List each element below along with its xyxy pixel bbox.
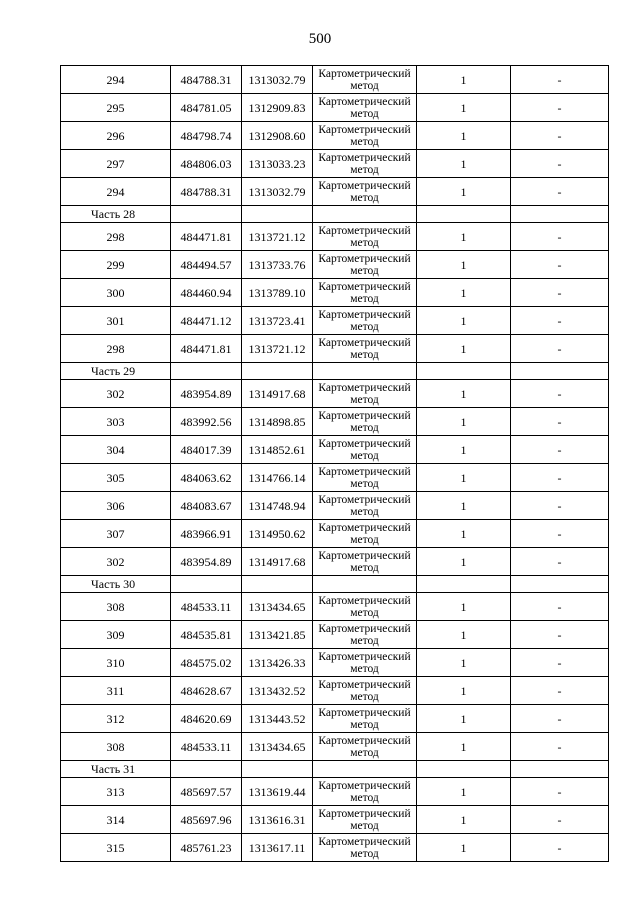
method-line-1: Картометрический	[318, 382, 411, 394]
accuracy-cell: 1	[417, 408, 511, 436]
point-number-cell: 300	[61, 279, 171, 307]
y-coordinate-cell: 1314852.61	[242, 436, 313, 464]
y-coordinate-cell: 1313421.85	[242, 621, 313, 649]
table-row	[61, 436, 609, 464]
accuracy-cell: 1	[417, 705, 511, 733]
y-coordinate-cell: 1313721.12	[242, 335, 313, 363]
description-cell: -	[511, 649, 609, 677]
part-title: Часть 31	[61, 761, 171, 778]
accuracy-cell: 1	[417, 806, 511, 834]
x-coordinate-cell: 484781.05	[171, 94, 242, 122]
method-cell	[313, 408, 417, 436]
method-cell	[313, 492, 417, 520]
method-cell	[313, 436, 417, 464]
accuracy-cell: 1	[417, 520, 511, 548]
method-line-2: метод	[350, 719, 379, 731]
y-coordinate-cell: 1312909.83	[242, 94, 313, 122]
accuracy-cell: 1	[417, 178, 511, 206]
part-title: Часть 28	[61, 206, 171, 223]
table-row	[61, 223, 609, 251]
description-cell: -	[511, 436, 609, 464]
method-line-1: Картометрический	[318, 180, 411, 192]
accuracy-cell: 1	[417, 279, 511, 307]
method-cell	[313, 621, 417, 649]
method-line-2: метод	[350, 349, 379, 361]
method-line-2: метод	[350, 108, 379, 120]
description-cell: -	[511, 733, 609, 761]
method-line-1: Картометрический	[318, 623, 411, 635]
empty-cell	[313, 576, 417, 593]
method-line-1: Картометрический	[318, 438, 411, 450]
method-line-2: метод	[350, 691, 379, 703]
method-line-1: Картометрический	[318, 281, 411, 293]
point-number-cell: 307	[61, 520, 171, 548]
method-cell	[313, 778, 417, 806]
empty-cell	[171, 761, 242, 778]
table-row	[61, 307, 609, 335]
method-line-1: Картометрический	[318, 309, 411, 321]
accuracy-cell: 1	[417, 122, 511, 150]
x-coordinate-cell: 483954.89	[171, 548, 242, 576]
description-cell: -	[511, 150, 609, 178]
method-line-2: метод	[350, 293, 379, 305]
method-line-2: метод	[350, 562, 379, 574]
x-coordinate-cell: 484533.11	[171, 733, 242, 761]
part-title: Часть 30	[61, 576, 171, 593]
y-coordinate-cell: 1314917.68	[242, 548, 313, 576]
table-row	[61, 279, 609, 307]
accuracy-cell: 1	[417, 380, 511, 408]
description-cell: -	[511, 122, 609, 150]
method-cell	[313, 464, 417, 492]
table-row	[61, 834, 609, 862]
description-cell: -	[511, 178, 609, 206]
y-coordinate-cell: 1313619.44	[242, 778, 313, 806]
empty-cell	[313, 206, 417, 223]
point-number-cell: 315	[61, 834, 171, 862]
description-cell: -	[511, 593, 609, 621]
empty-cell	[417, 363, 511, 380]
method-cell	[313, 307, 417, 335]
method-line-2: метод	[350, 136, 379, 148]
method-line-1: Картометрический	[318, 522, 411, 534]
coordinates-table	[60, 65, 609, 862]
accuracy-cell: 1	[417, 778, 511, 806]
point-number-cell: 302	[61, 380, 171, 408]
empty-cell	[242, 576, 313, 593]
method-line-2: метод	[350, 321, 379, 333]
table-row	[61, 492, 609, 520]
method-cell	[313, 251, 417, 279]
description-cell: -	[511, 223, 609, 251]
y-coordinate-cell: 1312908.60	[242, 122, 313, 150]
method-cell	[313, 548, 417, 576]
table-row	[61, 705, 609, 733]
description-cell: -	[511, 677, 609, 705]
coordinates-table-body	[61, 66, 609, 862]
table-row	[61, 380, 609, 408]
x-coordinate-cell: 484788.31	[171, 66, 242, 94]
point-number-cell: 313	[61, 778, 171, 806]
table-row	[61, 464, 609, 492]
method-cell	[313, 66, 417, 94]
table-row	[61, 548, 609, 576]
table-row	[61, 677, 609, 705]
empty-cell	[171, 363, 242, 380]
point-number-cell: 305	[61, 464, 171, 492]
description-cell: -	[511, 806, 609, 834]
x-coordinate-cell: 484460.94	[171, 279, 242, 307]
accuracy-cell: 1	[417, 621, 511, 649]
y-coordinate-cell: 1314917.68	[242, 380, 313, 408]
y-coordinate-cell: 1313434.65	[242, 733, 313, 761]
y-coordinate-cell: 1313434.65	[242, 593, 313, 621]
part-header-row	[61, 206, 609, 223]
accuracy-cell: 1	[417, 464, 511, 492]
empty-cell	[511, 761, 609, 778]
x-coordinate-cell: 484471.81	[171, 223, 242, 251]
method-cell	[313, 122, 417, 150]
y-coordinate-cell: 1313789.10	[242, 279, 313, 307]
accuracy-cell: 1	[417, 66, 511, 94]
table-row	[61, 66, 609, 94]
description-cell: -	[511, 380, 609, 408]
x-coordinate-cell: 484535.81	[171, 621, 242, 649]
method-line-2: метод	[350, 80, 379, 92]
description-cell: -	[511, 408, 609, 436]
method-line-2: метод	[350, 747, 379, 759]
method-line-1: Картометрический	[318, 152, 411, 164]
empty-cell	[417, 206, 511, 223]
table-row	[61, 251, 609, 279]
method-line-2: метод	[350, 422, 379, 434]
method-line-2: метод	[350, 237, 379, 249]
description-cell: -	[511, 621, 609, 649]
method-cell	[313, 520, 417, 548]
table-row	[61, 778, 609, 806]
accuracy-cell: 1	[417, 335, 511, 363]
accuracy-cell: 1	[417, 94, 511, 122]
accuracy-cell: 1	[417, 677, 511, 705]
method-line-1: Картометрический	[318, 550, 411, 562]
description-cell: -	[511, 778, 609, 806]
y-coordinate-cell: 1314950.62	[242, 520, 313, 548]
y-coordinate-cell: 1313733.76	[242, 251, 313, 279]
table-row	[61, 408, 609, 436]
method-line-1: Картометрический	[318, 124, 411, 136]
description-cell: -	[511, 834, 609, 862]
method-cell	[313, 150, 417, 178]
point-number-cell: 302	[61, 548, 171, 576]
method-line-2: метод	[350, 265, 379, 277]
method-line-1: Картометрический	[318, 735, 411, 747]
point-number-cell: 312	[61, 705, 171, 733]
y-coordinate-cell: 1313032.79	[242, 178, 313, 206]
method-cell	[313, 178, 417, 206]
y-coordinate-cell: 1313032.79	[242, 66, 313, 94]
table-row	[61, 150, 609, 178]
method-line-2: метод	[350, 164, 379, 176]
method-line-1: Картометрический	[318, 707, 411, 719]
method-line-1: Картометрический	[318, 494, 411, 506]
description-cell: -	[511, 66, 609, 94]
description-cell: -	[511, 307, 609, 335]
method-line-1: Картометрический	[318, 679, 411, 691]
method-line-2: метод	[350, 848, 379, 860]
method-line-2: метод	[350, 820, 379, 832]
method-line-2: метод	[350, 506, 379, 518]
point-number-cell: 310	[61, 649, 171, 677]
x-coordinate-cell: 484471.81	[171, 335, 242, 363]
x-coordinate-cell: 483992.56	[171, 408, 242, 436]
empty-cell	[171, 576, 242, 593]
method-line-1: Картометрический	[318, 337, 411, 349]
empty-cell	[242, 363, 313, 380]
accuracy-cell: 1	[417, 492, 511, 520]
accuracy-cell: 1	[417, 307, 511, 335]
part-header-row	[61, 761, 609, 778]
method-cell	[313, 649, 417, 677]
table-row	[61, 733, 609, 761]
point-number-cell: 295	[61, 94, 171, 122]
point-number-cell: 294	[61, 66, 171, 94]
empty-cell	[417, 761, 511, 778]
method-cell	[313, 677, 417, 705]
description-cell: -	[511, 335, 609, 363]
method-line-2: метод	[350, 663, 379, 675]
y-coordinate-cell: 1314766.14	[242, 464, 313, 492]
part-header-row	[61, 363, 609, 380]
point-number-cell: 297	[61, 150, 171, 178]
method-cell	[313, 279, 417, 307]
empty-cell	[313, 761, 417, 778]
y-coordinate-cell: 1314898.85	[242, 408, 313, 436]
empty-cell	[417, 576, 511, 593]
accuracy-cell: 1	[417, 436, 511, 464]
table-row	[61, 178, 609, 206]
x-coordinate-cell: 484806.03	[171, 150, 242, 178]
empty-cell	[511, 363, 609, 380]
accuracy-cell: 1	[417, 834, 511, 862]
y-coordinate-cell: 1313426.33	[242, 649, 313, 677]
method-cell	[313, 705, 417, 733]
table-row	[61, 122, 609, 150]
method-line-1: Картометрический	[318, 808, 411, 820]
accuracy-cell: 1	[417, 223, 511, 251]
method-line-2: метод	[350, 635, 379, 647]
part-header-row	[61, 576, 609, 593]
table-row	[61, 621, 609, 649]
description-cell: -	[511, 520, 609, 548]
method-cell	[313, 380, 417, 408]
description-cell: -	[511, 279, 609, 307]
x-coordinate-cell: 485697.57	[171, 778, 242, 806]
x-coordinate-cell: 485761.23	[171, 834, 242, 862]
method-line-2: метод	[350, 478, 379, 490]
method-line-1: Картометрический	[318, 410, 411, 422]
method-line-1: Картометрический	[318, 836, 411, 848]
accuracy-cell: 1	[417, 649, 511, 677]
point-number-cell: 301	[61, 307, 171, 335]
method-cell	[313, 335, 417, 363]
method-line-1: Картометрический	[318, 595, 411, 607]
point-number-cell: 308	[61, 593, 171, 621]
accuracy-cell: 1	[417, 593, 511, 621]
empty-cell	[171, 206, 242, 223]
method-cell	[313, 733, 417, 761]
method-line-1: Картометрический	[318, 253, 411, 265]
description-cell: -	[511, 492, 609, 520]
accuracy-cell: 1	[417, 733, 511, 761]
y-coordinate-cell: 1313033.23	[242, 150, 313, 178]
description-cell: -	[511, 548, 609, 576]
x-coordinate-cell: 484471.12	[171, 307, 242, 335]
x-coordinate-cell: 484533.11	[171, 593, 242, 621]
method-cell	[313, 593, 417, 621]
x-coordinate-cell: 484017.39	[171, 436, 242, 464]
method-line-1: Картометрический	[318, 780, 411, 792]
x-coordinate-cell: 484063.62	[171, 464, 242, 492]
y-coordinate-cell: 1313723.41	[242, 307, 313, 335]
x-coordinate-cell: 485697.96	[171, 806, 242, 834]
point-number-cell: 303	[61, 408, 171, 436]
method-line-2: метод	[350, 792, 379, 804]
empty-cell	[242, 206, 313, 223]
empty-cell	[242, 761, 313, 778]
method-cell	[313, 834, 417, 862]
method-line-2: метод	[350, 394, 379, 406]
table-row	[61, 649, 609, 677]
method-line-1: Картометрический	[318, 651, 411, 663]
table-row	[61, 94, 609, 122]
empty-cell	[313, 363, 417, 380]
point-number-cell: 299	[61, 251, 171, 279]
point-number-cell: 304	[61, 436, 171, 464]
method-line-2: метод	[350, 607, 379, 619]
x-coordinate-cell: 483966.91	[171, 520, 242, 548]
method-line-2: метод	[350, 450, 379, 462]
point-number-cell: 309	[61, 621, 171, 649]
method-line-1: Картометрический	[318, 68, 411, 80]
description-cell: -	[511, 94, 609, 122]
x-coordinate-cell: 484083.67	[171, 492, 242, 520]
y-coordinate-cell: 1314748.94	[242, 492, 313, 520]
x-coordinate-cell: 484628.67	[171, 677, 242, 705]
method-line-1: Картометрический	[318, 225, 411, 237]
part-title: Часть 29	[61, 363, 171, 380]
x-coordinate-cell: 484798.74	[171, 122, 242, 150]
y-coordinate-cell: 1313617.11	[242, 834, 313, 862]
table-row	[61, 593, 609, 621]
point-number-cell: 298	[61, 223, 171, 251]
description-cell: -	[511, 705, 609, 733]
empty-cell	[511, 576, 609, 593]
method-line-1: Картометрический	[318, 96, 411, 108]
method-line-2: метод	[350, 534, 379, 546]
page-number: 500	[308, 31, 332, 47]
method-line-2: метод	[350, 192, 379, 204]
method-cell	[313, 94, 417, 122]
accuracy-cell: 1	[417, 150, 511, 178]
method-line-1: Картометрический	[318, 466, 411, 478]
x-coordinate-cell: 483954.89	[171, 380, 242, 408]
y-coordinate-cell: 1313432.52	[242, 677, 313, 705]
table-row	[61, 335, 609, 363]
description-cell: -	[511, 251, 609, 279]
accuracy-cell: 1	[417, 548, 511, 576]
x-coordinate-cell: 484575.02	[171, 649, 242, 677]
x-coordinate-cell: 484788.31	[171, 178, 242, 206]
description-cell: -	[511, 464, 609, 492]
table-row	[61, 806, 609, 834]
method-cell	[313, 806, 417, 834]
y-coordinate-cell: 1313616.31	[242, 806, 313, 834]
y-coordinate-cell: 1313443.52	[242, 705, 313, 733]
point-number-cell: 311	[61, 677, 171, 705]
point-number-cell: 294	[61, 178, 171, 206]
point-number-cell: 306	[61, 492, 171, 520]
point-number-cell: 296	[61, 122, 171, 150]
accuracy-cell: 1	[417, 251, 511, 279]
y-coordinate-cell: 1313721.12	[242, 223, 313, 251]
point-number-cell: 298	[61, 335, 171, 363]
table-row	[61, 520, 609, 548]
x-coordinate-cell: 484620.69	[171, 705, 242, 733]
empty-cell	[511, 206, 609, 223]
x-coordinate-cell: 484494.57	[171, 251, 242, 279]
point-number-cell: 308	[61, 733, 171, 761]
point-number-cell: 314	[61, 806, 171, 834]
method-cell	[313, 223, 417, 251]
